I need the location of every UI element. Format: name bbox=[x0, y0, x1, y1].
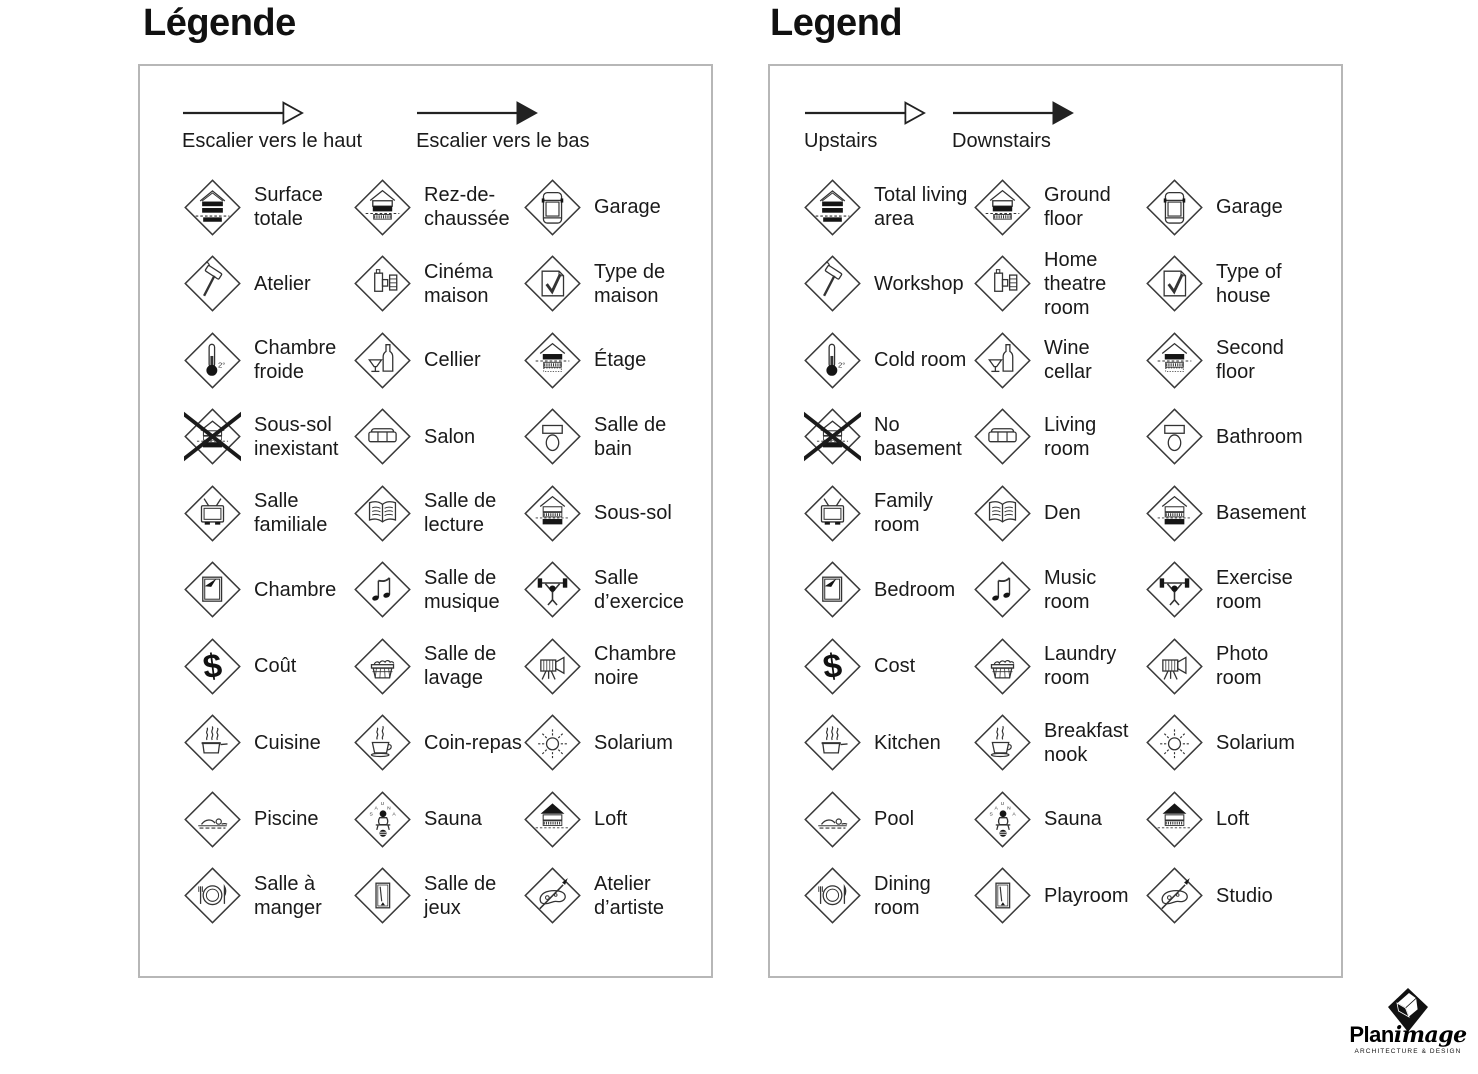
legend-item-label: Type de maison bbox=[594, 260, 666, 307]
page-title-english: Legend bbox=[770, 2, 903, 44]
legend-item-label: Atelier bbox=[254, 272, 311, 295]
legend-item-label: Salle de lecture bbox=[424, 490, 497, 537]
stair-arrows-french bbox=[182, 100, 711, 153]
legend-item bbox=[974, 399, 1146, 476]
legend-item-label: Salle familiale bbox=[254, 490, 328, 537]
dining-room-icon bbox=[184, 867, 241, 924]
arrow-downstairs bbox=[416, 100, 589, 153]
legend-item bbox=[354, 705, 524, 782]
legend-item-label: Photo room bbox=[1216, 643, 1269, 690]
legend-item bbox=[184, 246, 354, 323]
legend-item bbox=[524, 628, 711, 705]
legend-item bbox=[804, 552, 974, 629]
legend-item-label: Type of house bbox=[1216, 260, 1282, 307]
no-basement-icon bbox=[804, 408, 861, 465]
legend-item-label: Family room bbox=[874, 490, 933, 537]
legend-box-english bbox=[768, 64, 1343, 978]
legend-grid-french bbox=[140, 169, 711, 934]
playroom-icon bbox=[974, 867, 1031, 924]
family-room-icon bbox=[184, 485, 241, 542]
legend-item bbox=[804, 705, 974, 782]
photo-room-icon bbox=[1146, 638, 1203, 695]
living-room-icon bbox=[974, 408, 1031, 465]
dining-room-icon bbox=[804, 867, 861, 924]
planimage-logo bbox=[1342, 986, 1474, 1055]
sauna-icon bbox=[354, 791, 411, 848]
legend-item-label: Surface totale bbox=[254, 184, 323, 231]
stairs-up-arrow-icon bbox=[182, 100, 308, 126]
workshop-icon bbox=[804, 255, 861, 312]
wine-cellar-icon bbox=[974, 332, 1031, 389]
legend-item bbox=[974, 552, 1146, 629]
legend-item bbox=[354, 322, 524, 399]
legend-item bbox=[1146, 246, 1341, 323]
workshop-icon bbox=[184, 255, 241, 312]
stairs-up-arrow-icon bbox=[804, 100, 930, 126]
bathroom-icon bbox=[1146, 408, 1203, 465]
family-room-icon bbox=[804, 485, 861, 542]
legend-item bbox=[354, 781, 524, 858]
legend-item-label: Solarium bbox=[1216, 731, 1295, 754]
ground-floor-icon bbox=[974, 179, 1031, 236]
legend-item-label: Cuisine bbox=[254, 731, 321, 754]
legend-item bbox=[804, 781, 974, 858]
type-of-house-icon bbox=[524, 255, 581, 312]
legend-item bbox=[1146, 705, 1341, 782]
legend-item-label: Sous-sol bbox=[594, 502, 672, 525]
arrow-upstairs-label: Upstairs bbox=[804, 130, 878, 152]
legend-item bbox=[184, 858, 354, 935]
legend-box-french bbox=[138, 64, 713, 978]
arrow-downstairs-label: Downstairs bbox=[952, 130, 1051, 152]
legend-item-label: Ground floor bbox=[1044, 184, 1111, 231]
legend-item bbox=[804, 169, 974, 246]
legend-item bbox=[354, 858, 524, 935]
planimage-logo-subtitle: ARCHITECTURE & DESIGN bbox=[1354, 1048, 1462, 1055]
loft-icon bbox=[524, 791, 581, 848]
exercise-room-icon bbox=[1146, 561, 1203, 618]
arrow-downstairs bbox=[952, 100, 1078, 153]
legend-item bbox=[184, 399, 354, 476]
legend-item bbox=[524, 781, 711, 858]
bedroom-icon bbox=[184, 561, 241, 618]
legend-item bbox=[974, 781, 1146, 858]
legend-item-label: Garage bbox=[1216, 196, 1283, 219]
legend-item bbox=[524, 322, 711, 399]
total-area-icon bbox=[804, 179, 861, 236]
legend-item bbox=[354, 399, 524, 476]
bathroom-icon bbox=[524, 408, 581, 465]
legend-item bbox=[354, 552, 524, 629]
legend-item-label: Den bbox=[1044, 502, 1081, 525]
pool-icon bbox=[184, 791, 241, 848]
legend-item bbox=[524, 399, 711, 476]
legend-item bbox=[524, 169, 711, 246]
legend-item bbox=[974, 322, 1146, 399]
garage-icon bbox=[524, 179, 581, 236]
exercise-room-icon bbox=[524, 561, 581, 618]
legend-item bbox=[524, 552, 711, 629]
total-area-icon bbox=[184, 179, 241, 236]
legend-item-label: Chambre noire bbox=[594, 643, 677, 690]
legend-item-label: Home theatre room bbox=[1044, 248, 1107, 319]
legend-item-label: Salle de jeux bbox=[424, 872, 497, 919]
laundry-room-icon bbox=[354, 638, 411, 695]
legend-item-label: Coût bbox=[254, 655, 297, 678]
bedroom-icon bbox=[804, 561, 861, 618]
arrow-upstairs-label: Escalier vers le haut bbox=[182, 130, 363, 152]
legend-item-label: Pool bbox=[874, 808, 915, 831]
legend-item bbox=[524, 705, 711, 782]
legend-item-label: Basement bbox=[1216, 502, 1307, 525]
legend-item-label: Sous-sol inexistant bbox=[254, 413, 339, 460]
legend-item-label: Solarium bbox=[594, 731, 673, 754]
legend-item-label: Workshop bbox=[874, 272, 964, 295]
legend-item bbox=[974, 246, 1146, 323]
legend-item-label: Étage bbox=[594, 349, 647, 372]
legend-item-label: Total living area bbox=[874, 184, 968, 231]
legend-item-label: Salle d’exercice bbox=[594, 566, 685, 613]
legend-item bbox=[974, 169, 1146, 246]
second-floor-icon bbox=[524, 332, 581, 389]
legend-item bbox=[1146, 628, 1341, 705]
page-title-french: Légende bbox=[143, 2, 296, 44]
den-icon bbox=[354, 485, 411, 542]
legend-item bbox=[974, 858, 1146, 935]
den-icon bbox=[974, 485, 1031, 542]
arrow-upstairs bbox=[804, 100, 930, 153]
legend-item-label: Exercise room bbox=[1216, 566, 1293, 613]
legend-item-label: Breakfast nook bbox=[1044, 719, 1129, 766]
legend-item-label: Piscine bbox=[254, 808, 319, 831]
legend-item-label: Playroom bbox=[1044, 884, 1129, 907]
loft-icon bbox=[1146, 791, 1203, 848]
legend-item bbox=[804, 399, 974, 476]
music-room-icon bbox=[974, 561, 1031, 618]
legend-item bbox=[1146, 781, 1341, 858]
legend-item-label: Salle de lavage bbox=[424, 643, 497, 690]
legend-item-label: Sauna bbox=[424, 808, 482, 831]
legend-item bbox=[354, 169, 524, 246]
wine-cellar-icon bbox=[354, 332, 411, 389]
legend-item-label: Studio bbox=[1216, 884, 1273, 907]
legend-item-label: Salle de musique bbox=[424, 566, 500, 613]
legend-item bbox=[1146, 322, 1341, 399]
basement-icon bbox=[1146, 485, 1203, 542]
legend-item bbox=[1146, 475, 1341, 552]
legend-item-label: Living room bbox=[1044, 413, 1097, 460]
stair-arrows-english bbox=[804, 100, 1341, 153]
cold-room-icon bbox=[804, 332, 861, 389]
legend-item-label: Coin-repas bbox=[424, 731, 522, 754]
legend-item-label: Cinéma maison bbox=[424, 260, 493, 307]
legend-item bbox=[354, 628, 524, 705]
type-of-house-icon bbox=[1146, 255, 1203, 312]
legend-grid-english bbox=[770, 169, 1341, 934]
legend-item bbox=[974, 705, 1146, 782]
legend-item-label: Laundry room bbox=[1044, 643, 1117, 690]
legend-item-label: Salon bbox=[424, 425, 476, 448]
legend-item-label: Garage bbox=[594, 196, 661, 219]
stairs-down-arrow-icon bbox=[952, 100, 1078, 126]
studio-icon bbox=[524, 867, 581, 924]
legend-item bbox=[974, 628, 1146, 705]
photo-room-icon bbox=[524, 638, 581, 695]
legend-item bbox=[184, 705, 354, 782]
legend-item bbox=[184, 169, 354, 246]
legend-item-label: Bedroom bbox=[874, 578, 956, 601]
cost-icon bbox=[184, 638, 241, 695]
legend-item-label: Rez-de-chaussée bbox=[424, 184, 510, 231]
stairs-down-arrow-icon bbox=[416, 100, 542, 126]
legend-item bbox=[184, 628, 354, 705]
legend-item bbox=[184, 322, 354, 399]
legend-item bbox=[524, 246, 711, 323]
legend-item-label: No basement bbox=[874, 413, 962, 460]
legend-item-label: Salle à manger bbox=[254, 872, 322, 919]
legend-item bbox=[804, 246, 974, 323]
legend-item-label: Sauna bbox=[1044, 808, 1102, 831]
living-room-icon bbox=[354, 408, 411, 465]
legend-item-label: Music room bbox=[1044, 566, 1097, 613]
legend-item-label: Cost bbox=[874, 655, 916, 678]
legend-item-label: Chambre bbox=[254, 578, 337, 601]
kitchen-icon bbox=[804, 714, 861, 771]
legend-item-label: Loft bbox=[594, 808, 628, 831]
breakfast-nook-icon bbox=[354, 714, 411, 771]
legend-item bbox=[524, 475, 711, 552]
legend-item bbox=[804, 322, 974, 399]
legend-item bbox=[184, 475, 354, 552]
legend-item bbox=[354, 246, 524, 323]
legend-item bbox=[184, 781, 354, 858]
legend-item bbox=[804, 858, 974, 935]
legend-item bbox=[1146, 399, 1341, 476]
legend-item bbox=[354, 475, 524, 552]
kitchen-icon bbox=[184, 714, 241, 771]
legend-item-label: Cellier bbox=[424, 349, 481, 372]
second-floor-icon bbox=[1146, 332, 1203, 389]
pool-icon bbox=[804, 791, 861, 848]
home-theatre-icon bbox=[354, 255, 411, 312]
legend-item-label: Second floor bbox=[1216, 337, 1284, 384]
solarium-icon bbox=[524, 714, 581, 771]
planimage-logo-wordmark: Planimage bbox=[1349, 1022, 1467, 1048]
legend-item-label: Dining room bbox=[874, 872, 931, 919]
arrow-downstairs-label: Escalier vers le bas bbox=[416, 130, 590, 152]
legend-item bbox=[1146, 169, 1341, 246]
solarium-icon bbox=[1146, 714, 1203, 771]
cold-room-icon bbox=[184, 332, 241, 389]
legend-item bbox=[804, 628, 974, 705]
music-room-icon bbox=[354, 561, 411, 618]
breakfast-nook-icon bbox=[974, 714, 1031, 771]
studio-icon bbox=[1146, 867, 1203, 924]
legend-item-label: Loft bbox=[1216, 808, 1250, 831]
legend-item bbox=[1146, 858, 1341, 935]
basement-icon bbox=[524, 485, 581, 542]
legend-item-label: Atelier d’artiste bbox=[594, 872, 665, 919]
legend-item-label: Wine cellar bbox=[1044, 337, 1092, 384]
no-basement-icon bbox=[184, 408, 241, 465]
legend-item-label: Chambre froide bbox=[254, 337, 337, 384]
legend-item bbox=[184, 552, 354, 629]
home-theatre-icon bbox=[974, 255, 1031, 312]
cost-icon bbox=[804, 638, 861, 695]
ground-floor-icon bbox=[354, 179, 411, 236]
laundry-room-icon bbox=[974, 638, 1031, 695]
legend-item bbox=[524, 858, 711, 935]
legend-item-label: Salle de bain bbox=[594, 413, 667, 460]
legend-item bbox=[1146, 552, 1341, 629]
sauna-icon bbox=[974, 791, 1031, 848]
playroom-icon bbox=[354, 867, 411, 924]
legend-item-label: Cold room bbox=[874, 349, 967, 372]
arrow-upstairs bbox=[182, 100, 362, 153]
legend-item-label: Kitchen bbox=[874, 731, 941, 754]
legend-item bbox=[974, 475, 1146, 552]
garage-icon bbox=[1146, 179, 1203, 236]
legend-item bbox=[804, 475, 974, 552]
legend-item-label: Bathroom bbox=[1216, 425, 1303, 448]
